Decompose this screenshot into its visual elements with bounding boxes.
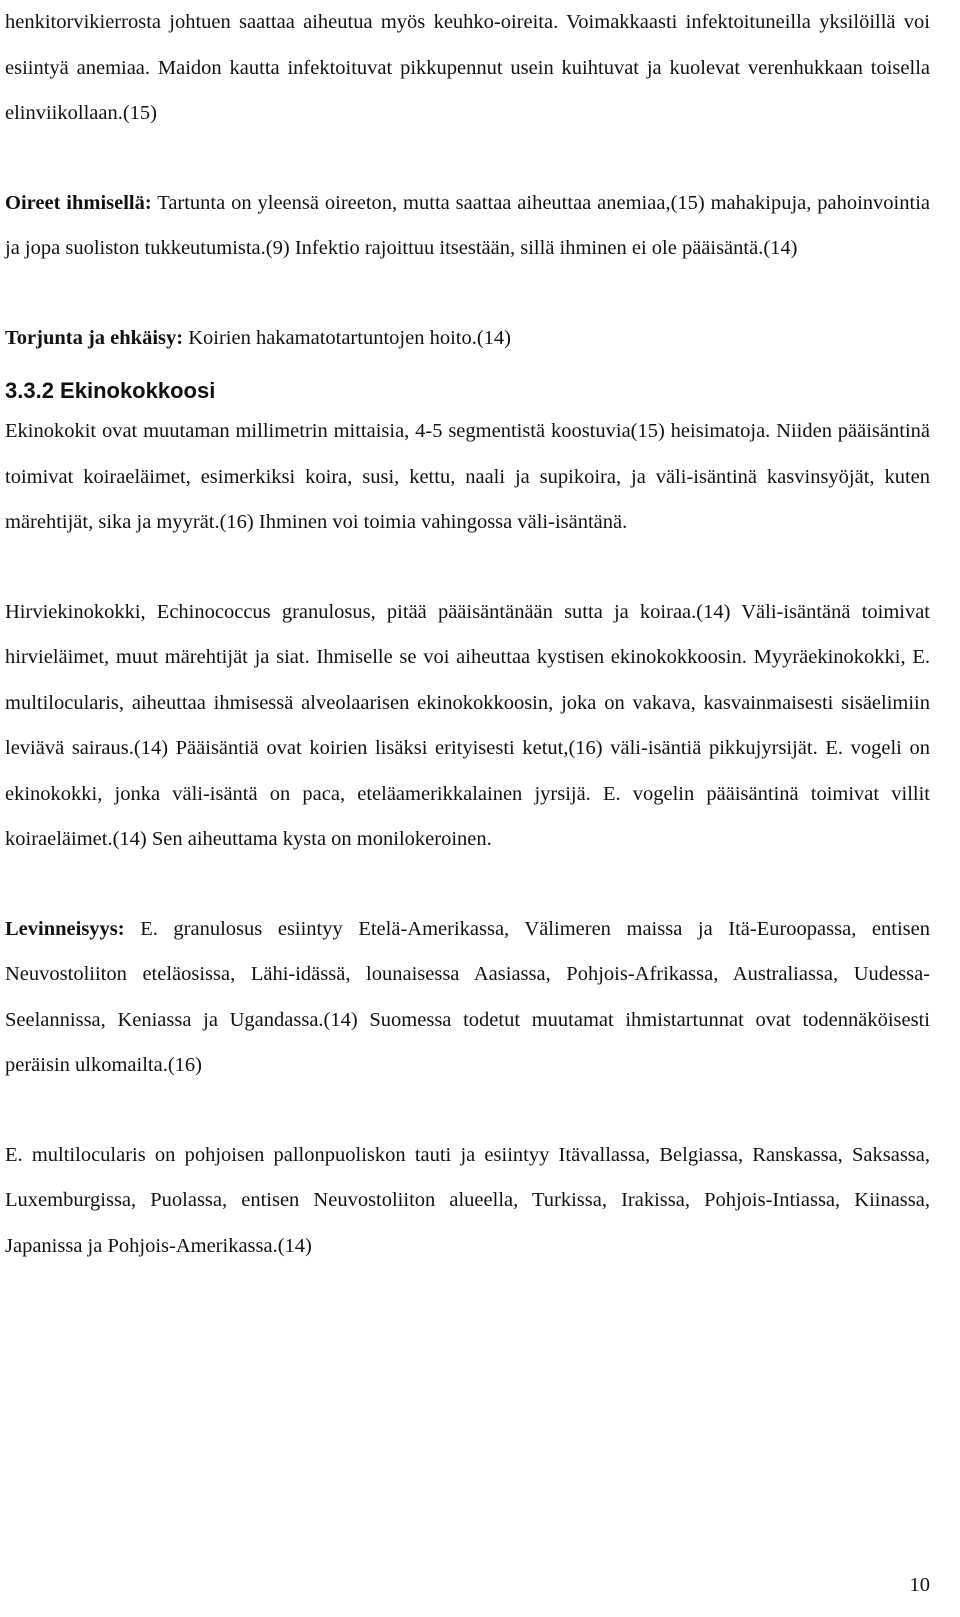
text-distribution: E. granulosus esiintyy Etelä-Amerikassa, Välimeren maissa ja Itä-Euroopassa, entisen Neuvostoliiton eteläosissa, Lähi-idässä, lounaisessa Aasiassa, Pohjois-Afrikassa, Australiassa, Uudessa-Seelannissa, Keniassa ja Ugandassa.(14) Suomessa todetut muutamat ihmistartunnat ovat todennäköisesti peräisin ulkomailta.(16) — [5, 917, 930, 1076]
paragraph-symptoms-human — [5, 181, 930, 272]
page-number: 10 — [909, 1574, 930, 1596]
paragraph-multilocularis-distribution: E. multilocularis on pohjoisen pallonpuoliskon tauti ja esiintyy Itävallassa, Belgiassa, Ranskassa, Saksassa, Luxemburgissa, Puolassa, entisen Neuvostoliiton alueella, Turkissa, Irakissa, Pohjois-Intiassa, Kiinassa, Japanissa ja Pohjois-Amerikassa.(14) — [5, 1143, 930, 1257]
text-symptoms-human: Tartunta on yleensä oireeton, mutta saattaa aiheuttaa anemiaa,(15) mahakipuja, pahoinvointia ja jopa suoliston tukkeutumista.(9) Infektio rajoittuu itsestään, sillä ihminen ei ole pääisäntä.(14) — [5, 191, 930, 259]
section-heading: 3.3.2 Ekinokokkoosi — [5, 378, 216, 403]
page-body — [5, 0, 930, 1269]
label-distribution: Levinneisyys: — [5, 917, 125, 940]
paragraph-distribution — [5, 907, 930, 1089]
text-prevention: Koirien hakamatotartuntojen hoito.(14) — [183, 326, 511, 349]
paragraph-echinococcus-intro: Ekinokokit ovat muutaman millimetrin mittaisia, 4-5 segmentistä koostuvia(15) heisimatoja. Niiden pääisäntinä toimivat koiraeläimet, esimerkiksi koira, susi, kettu, naali ja supikoira, ja väli-isäntinä kasvinsyöjät, kuten märehtijät, sika ja myyrät.(16) Ihminen voi toimia vahingossa väli-isäntänä. — [5, 420, 930, 533]
paragraph-continuation: henkitorvikierrosta johtuen saattaa aiheutua myös keuhko-oireita. Voimakkaasti infektoituneilla yksilöillä voi esiintyä anemiaa. Maidon kautta infektoituvat pikkupennut usein kuihtuvat ja kuolevat verenhukkaan toisella elinviikollaan.(15) — [5, 11, 930, 124]
label-symptoms-human: Oireet ihmisellä: — [5, 191, 152, 214]
paragraph-prevention — [5, 316, 930, 362]
label-prevention: Torjunta ja ehkäisy: — [5, 326, 184, 349]
paragraph-species: Hirviekinokokki, Echinococcus granulosus, pitää pääisäntänään sutta ja koiraa.(14) Väli-isäntänä toimivat hirvieläimet, muut märehtijät ja siat. Ihmiselle se voi aiheuttaa kystisen ekinokokkoosin. Myyräekinokokki, E. multilocularis, aiheuttaa ihmisessä alveolaarisen ekinokokkoosin, joka on vakava, kasvainmaisesti sisäelimiin leviävä sairaus.(14) Pääisäntiä ovat koirien lisäksi erityisesti ketut,(16) väli-isäntiä pikkujyrsijät. E. vogeli on ekinokokki, jonka väli-isäntä on paca, eteläamerikkalainen jyrsijä. E. vogelin pääisäntinä toimivat villit koiraeläimet.(14) Sen aiheuttama kysta on monilokeroinen. — [5, 600, 930, 850]
